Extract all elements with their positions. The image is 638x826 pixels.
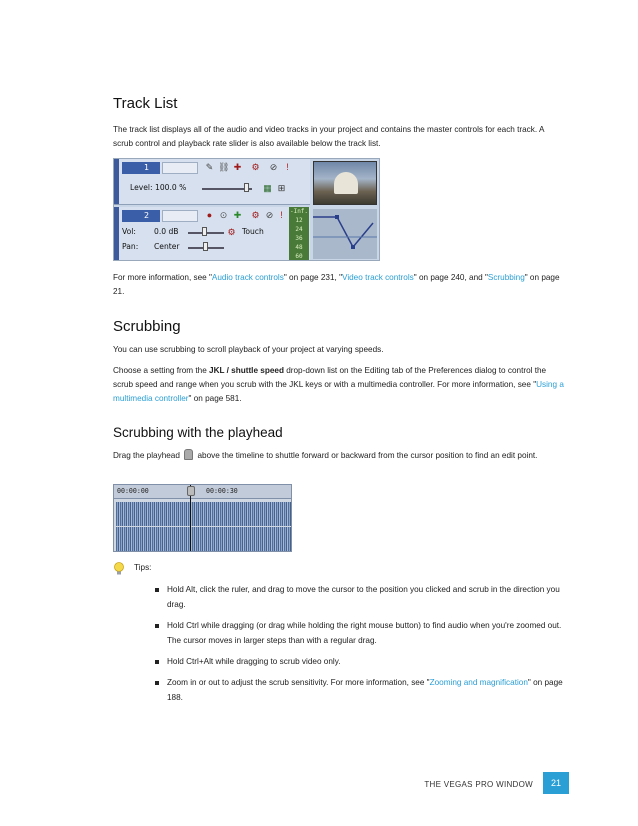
- timeline-ruler: [114, 485, 291, 499]
- tip-item: Hold Ctrl+Alt while dragging to scrub video only.: [155, 654, 565, 669]
- track-number: 2: [122, 210, 160, 222]
- automation-icon: ⚙: [251, 210, 260, 220]
- waveform-left: [116, 502, 291, 526]
- eyedropper-icon: ✎: [205, 162, 214, 172]
- page-number-badge: 21: [543, 772, 569, 794]
- link-audio-track-controls[interactable]: Audio track controls: [211, 273, 284, 282]
- pan-slider-knob: [203, 242, 208, 251]
- track-color-bar: [114, 159, 119, 204]
- meter-label: -Inf.: [289, 208, 309, 215]
- footer-chapter-title: THE VEGAS PRO WINDOW: [424, 780, 533, 789]
- fx-icon: ✚: [233, 210, 242, 220]
- solo-icon: !: [286, 162, 289, 172]
- link-zooming-magnification[interactable]: Zooming and magnification: [429, 678, 528, 687]
- envelope-curve: [313, 209, 377, 259]
- meter-label: 12: [295, 217, 303, 224]
- audio-level-meter: [289, 207, 309, 261]
- ruler-time-start: 00:00:00: [117, 487, 149, 495]
- tip-item: Zoom in or out to adjust the scrub sensitivity. For more information, see "Zooming and magnification" on page 188.: [155, 675, 565, 705]
- record-icon: ●: [206, 210, 213, 220]
- track-color-bar: [114, 207, 119, 261]
- tip-item: Hold Ctrl while dragging (or drag while holding the right mouse button) to find audio when you're zoomed out. The cursor moves in larger steps than with a regular drag.: [155, 618, 565, 648]
- compositing-icon: ⚙: [251, 162, 260, 172]
- ruler-time-30s: 00:00:30: [206, 487, 238, 495]
- jkl-setting-name: JKL / shuttle speed: [209, 366, 284, 375]
- heading-scrubbing: Scrubbing: [113, 318, 181, 335]
- link-multimedia-controller[interactable]: Using a multimedia controller: [113, 380, 564, 403]
- video-thumbnail: [313, 161, 377, 205]
- waveform-right: [116, 527, 291, 551]
- track-list-description: The track list displays all of the audio and video tracks in your project and contains the master controls for each track. A scrub control and playback rate slider is also available below the track list.: [113, 125, 544, 148]
- fx-icon: ✚: [233, 162, 242, 172]
- playhead-description: Drag the playhead above the timeline to shuttle forward or backward from the cursor position to find an edit point.: [113, 451, 538, 460]
- mute-icon: ⊘: [269, 162, 278, 172]
- audio-envelope: [313, 209, 377, 259]
- link-scrubbing[interactable]: Scrubbing: [487, 273, 525, 282]
- lightbulb-icon: [113, 562, 125, 576]
- timeline-screenshot: [113, 484, 292, 552]
- meter-label: 60: [295, 253, 303, 260]
- playhead-icon: [184, 449, 193, 460]
- vol-value: 0.0 dB: [154, 227, 179, 236]
- link-icon: ⛓: [218, 162, 230, 172]
- volume-slider-knob: [202, 227, 207, 236]
- scrubbing-intro: You can use scrubbing to scroll playback of your project at varying speeds.: [113, 345, 384, 354]
- track-motion-icon: ▦: [263, 183, 272, 193]
- tips-label: Tips:: [134, 563, 152, 572]
- tip-item: Hold Alt, click the ruler, and drag to move the cursor to the position you clicked and scrub in the direction you drag.: [155, 582, 565, 612]
- automation-mode: Touch: [242, 227, 264, 236]
- track-name-field: [162, 162, 198, 174]
- input-icon: ⊙: [219, 210, 228, 220]
- mute-icon: ⊘: [265, 210, 274, 220]
- scrubbing-settings: Choose a setting from the JKL / shuttle speed drop-down list on the Editing tab of the Preferences dialog to control the scrub speed and range when you scrub with the JKL keys or with a multimedia controller. For more information, see "Using a multimedia controller" on page 581.: [113, 366, 564, 403]
- level-label: Level: 100.0 %: [130, 183, 187, 192]
- meter-label: 24: [295, 226, 303, 233]
- track-number: 1: [122, 162, 160, 174]
- pan-value: Center: [154, 242, 180, 251]
- audio-track-header: [114, 207, 310, 261]
- pan-label: Pan:: [122, 242, 139, 251]
- level-slider-knob: [244, 183, 249, 192]
- track-name-field: [162, 210, 198, 222]
- heading-scrubbing-playhead: Scrubbing with the playhead: [113, 425, 283, 440]
- playhead-handle: [187, 486, 195, 496]
- video-track-header: [114, 159, 310, 205]
- automation-mode-icon: ⚙: [227, 227, 236, 237]
- vol-label: Vol:: [122, 227, 136, 236]
- link-video-track-controls[interactable]: Video track controls: [342, 273, 414, 282]
- track-list-more-info: For more information, see "Audio track controls" on page 231, "Video track controls" on page 240, and "Scrubbing" on page 21.: [113, 273, 560, 296]
- meter-label: 48: [295, 244, 303, 251]
- track-list-screenshot: [113, 158, 380, 261]
- tips-list: [155, 582, 565, 711]
- heading-track-list: Track List: [113, 95, 178, 112]
- solo-icon: !: [280, 210, 283, 220]
- meter-label: 36: [295, 235, 303, 242]
- bypass-icon: ⊞: [277, 183, 286, 193]
